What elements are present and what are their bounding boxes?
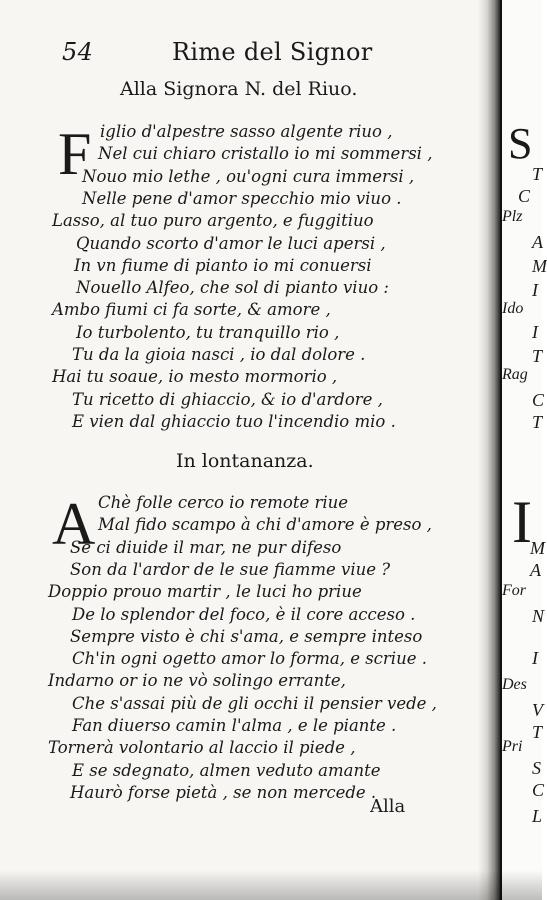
facing-page-fragment: C — [518, 186, 531, 206]
verse-line: Se ci diuide il mar, ne pur difeso — [70, 537, 342, 557]
verse-line: Sempre visto è chi s'ama, e sempre inteso — [70, 626, 423, 646]
facing-page-fragment: I — [532, 648, 538, 668]
book-gutter — [478, 0, 500, 900]
running-head-title: Rime del Signor — [172, 38, 373, 66]
verse-line: Indarno or io ne vò solingo errante, — [48, 671, 346, 691]
verse-line: De lo splendor del foco, è il core acceso . — [72, 604, 416, 624]
verse-line: Mal fido scampo à chi d'amore è preso , — [98, 515, 432, 535]
facing-page-fragment: C — [532, 390, 545, 410]
verse-line: E se sdegnato, almen veduto amante — [72, 760, 381, 780]
facing-page-fragment: T — [532, 346, 543, 366]
facing-page-fragment: I — [532, 280, 538, 300]
facing-page-fragment: A — [530, 560, 541, 580]
facing-page-fragment: For — [502, 582, 526, 599]
page-edge-shadow — [0, 870, 542, 900]
page-number: 54 — [62, 38, 94, 66]
verse-line: Ambo fiumi ci fa sorte, & amore , — [52, 300, 331, 320]
facing-page-fragment: V — [532, 700, 543, 720]
verse-line: Nouo mio lethe , ou'ogni cura immersi , — [82, 166, 415, 186]
facing-page-fragment: C — [532, 780, 545, 800]
facing-page-fragment: T — [532, 164, 543, 184]
verse-line: Ch'in ogni ogetto amor lo forma, e scriue . — [72, 649, 427, 669]
verse-line: Io turbolento, tu tranquillo rio , — [76, 322, 340, 342]
catchword: Alla — [370, 796, 406, 817]
facing-page-fragment: T — [532, 412, 543, 432]
drop-cap: F — [58, 121, 92, 187]
facing-page-fragment: S — [532, 758, 541, 778]
verse-line: Tornerà volontario al laccio il piede , — [48, 738, 356, 758]
facing-page-fragment: A — [532, 232, 543, 252]
verse-line: Lasso, al tuo puro argento, e fuggitiuo — [52, 211, 374, 231]
facing-page-fragment: M — [532, 256, 547, 276]
verse-line: E vien dal ghiaccio tuo l'incendio mio . — [72, 411, 396, 431]
facing-page-fragment: Pri — [502, 738, 523, 755]
verse-line: Tu da la gioia nasci , io dal dolore . — [72, 345, 366, 364]
verse-line: Nel cui chiaro cristallo io mi sommersi , — [98, 144, 433, 164]
facing-page-fragment: T — [532, 722, 543, 742]
facing-page — [502, 0, 547, 900]
verse-line: Quando scorto d'amor le luci apersi , — [76, 233, 386, 253]
verse-line: Hai tu soaue, io mesto mormorio , — [52, 367, 338, 387]
facing-page-fragment: S — [508, 119, 533, 168]
poem-title: In lontananza. — [176, 450, 314, 472]
poem-title: Alla Signora N. del Riuo. — [120, 78, 358, 100]
verse-line: Tu ricetto di ghiaccio, & io d'ardore , — [72, 389, 383, 409]
facing-page-fragment: N — [532, 606, 545, 626]
facing-page-fragment: Rag — [502, 366, 528, 383]
facing-page-fragment: M — [530, 538, 545, 558]
facing-page-fragment: L — [532, 806, 543, 826]
verse-line: Chè folle cerco io remote riue — [98, 493, 349, 512]
verse-line: Nouello Alfeo, che sol di pianto viuo : — [76, 278, 389, 298]
facing-page-fragment: I — [532, 322, 538, 342]
verse-line: Haurò forse pietà , se non mercede . — [70, 782, 377, 802]
facing-page-fragment: Des — [502, 676, 527, 693]
verse-line: Nelle pene d'amor specchio mio viuo . — [82, 188, 402, 208]
verse-line: Fan diuerso camin l'alma , e le piante . — [72, 716, 397, 735]
drop-cap: A — [52, 491, 96, 557]
facing-page-fragment: I — [512, 489, 532, 555]
verse-line: Son da l'ardor de le sue fiamme viue ? — [70, 559, 391, 579]
facing-page-fragment: Ido — [502, 300, 524, 317]
verse-line: Doppio prouo martir , le luci ho priue — [48, 582, 362, 602]
verse-line: Che s'assai più de gli occhi il pensier vede , — [72, 693, 437, 713]
running-head — [62, 38, 392, 68]
verse-line: iglio d'alpestre sasso algente riuo , — [100, 122, 393, 141]
facing-page-fragment: Plz — [502, 208, 523, 225]
verse-line: In vn fiume di pianto io mi conuersi — [74, 255, 372, 275]
